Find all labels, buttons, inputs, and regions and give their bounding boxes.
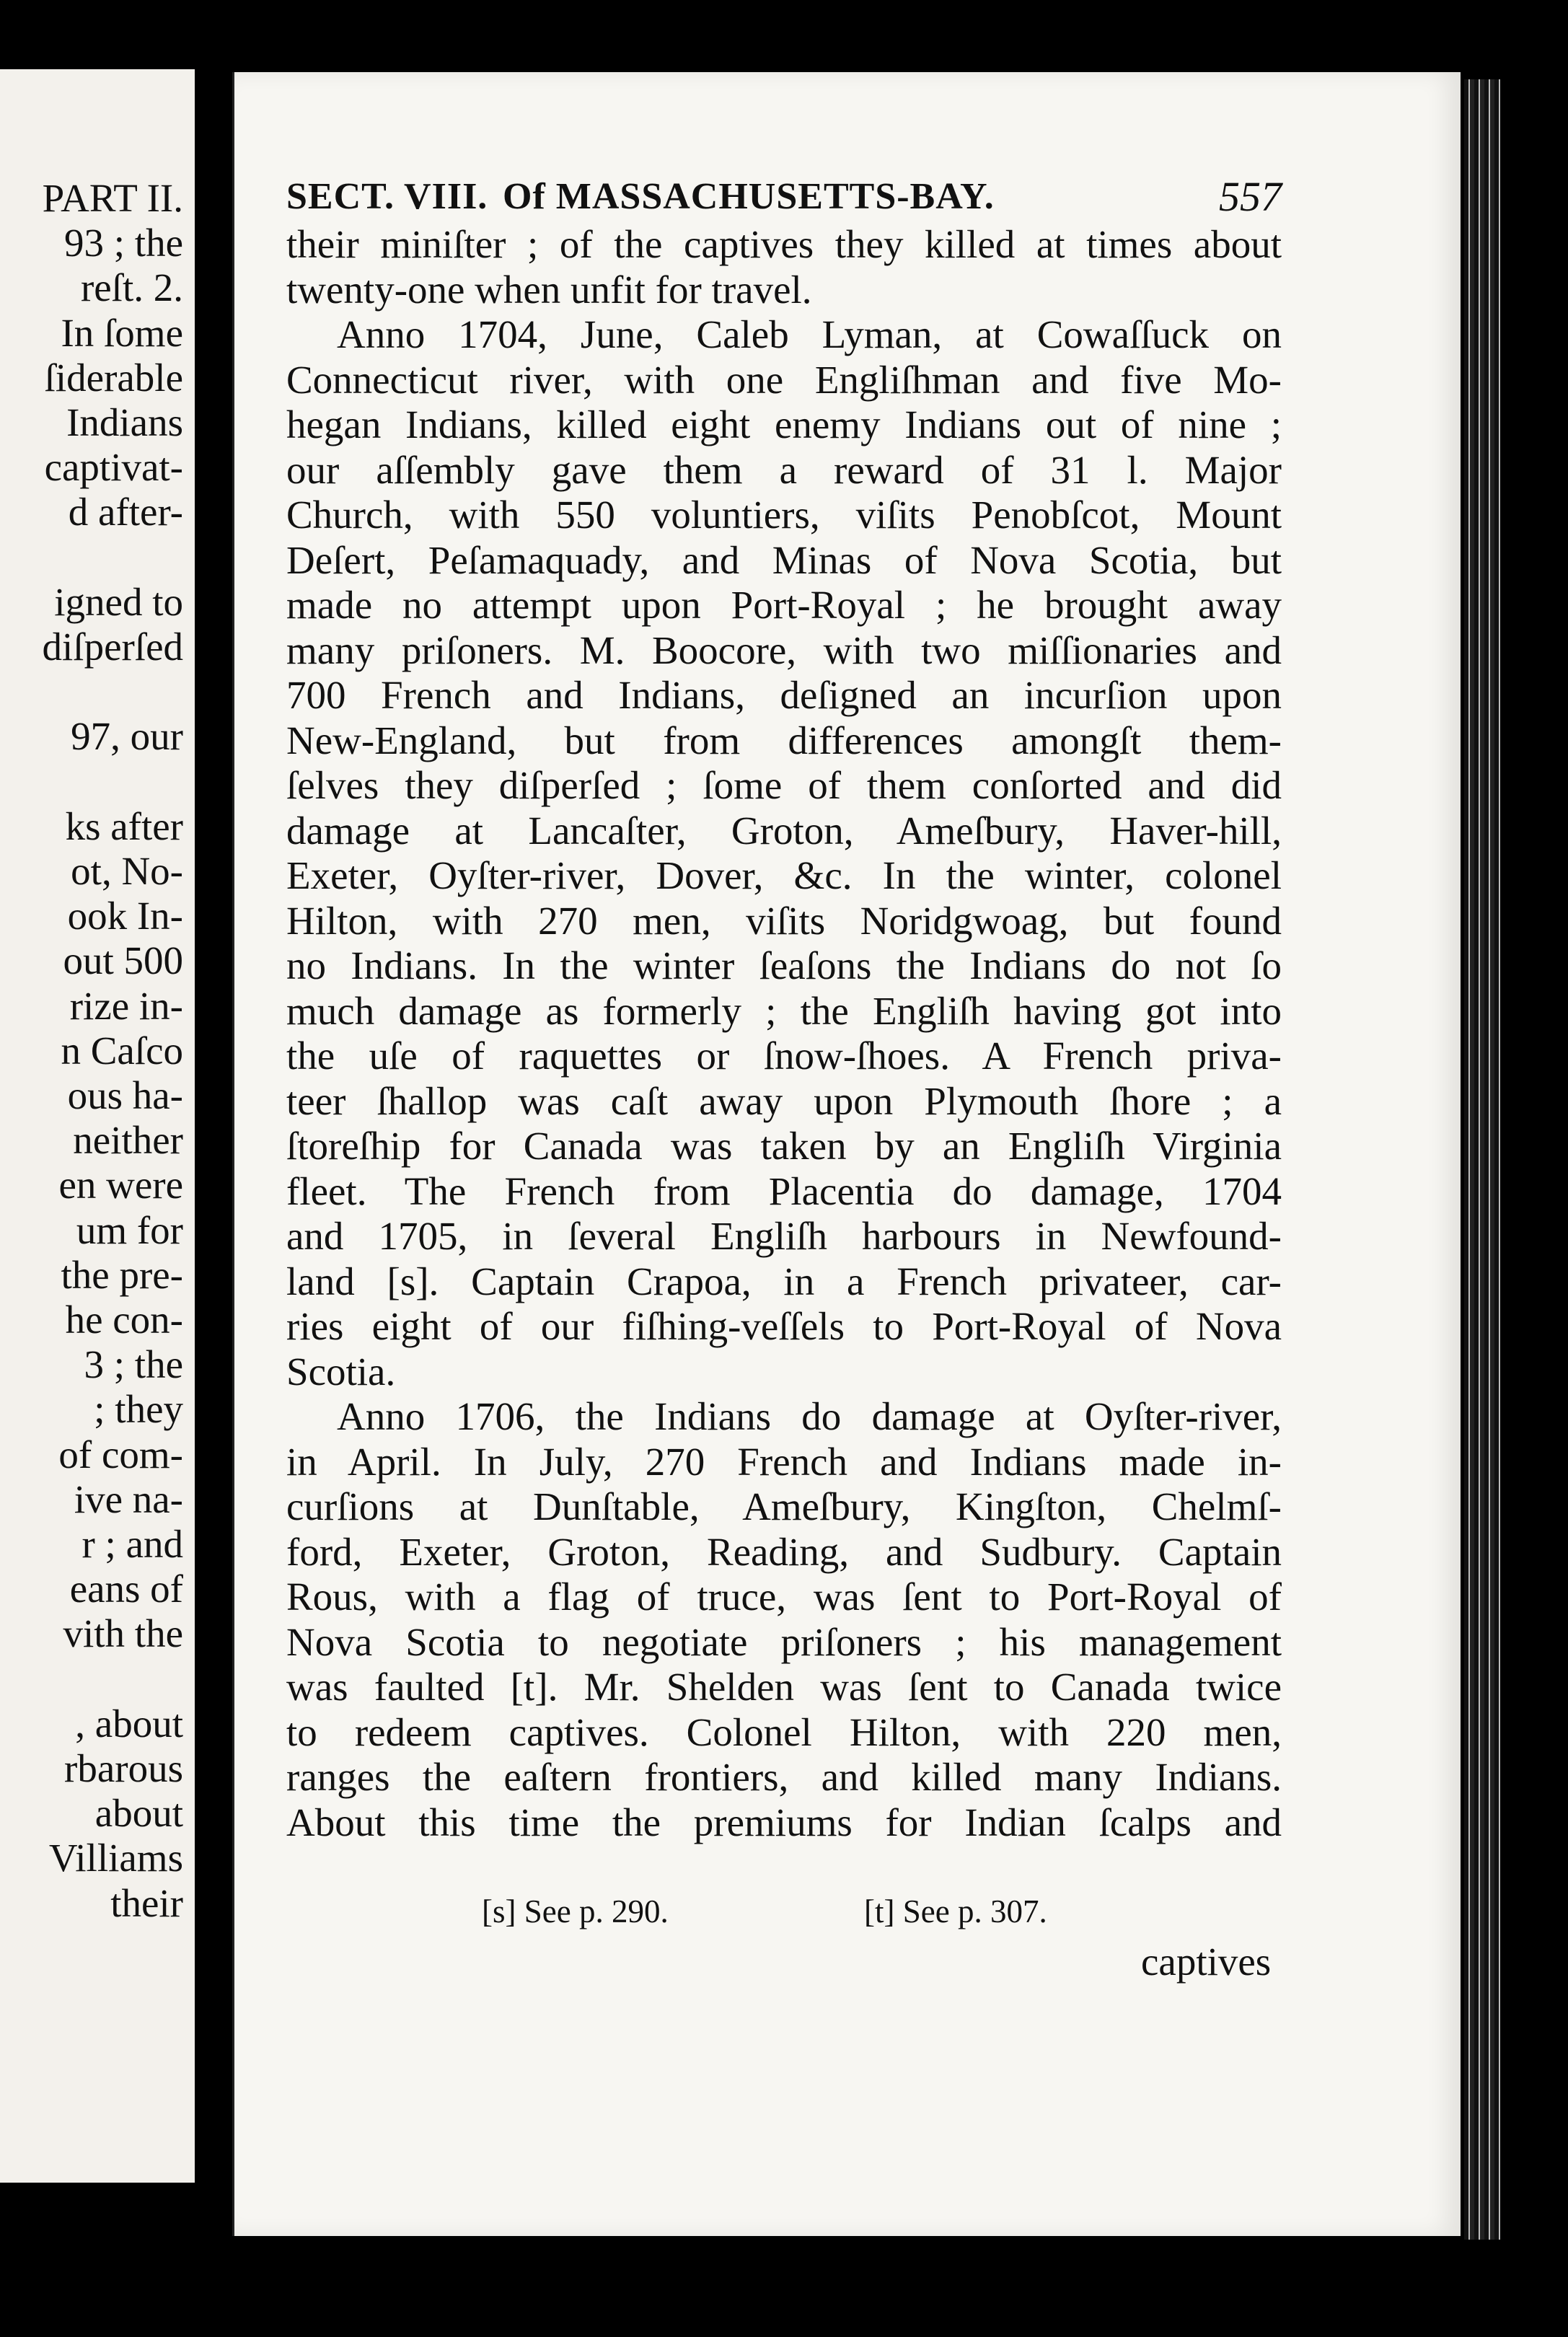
text-line: no Indians. In the winter ſeaſons the Indians do not ſo: [286, 943, 1282, 987]
left-page-line: reſt. 2.: [80, 265, 183, 310]
left-page-line: the pre-: [61, 1252, 183, 1297]
text-line: New-England, but from differences amongſt them-: [286, 718, 1282, 762]
left-page-line: en were: [58, 1163, 183, 1207]
left-page-line: rbarous: [64, 1746, 183, 1790]
left-page-line: PART II.: [42, 176, 183, 220]
text-line: much damage as formerly ; the Engliſh having got into: [286, 988, 1282, 1033]
left-page-line: ook In-: [67, 894, 183, 938]
running-header: [286, 172, 1282, 222]
left-page-line: he con-: [65, 1298, 183, 1342]
left-page-line: eans of: [69, 1567, 183, 1611]
page-number: 557: [1219, 173, 1282, 220]
text-line: About this time the premiums for Indian ſcalps and: [286, 1800, 1282, 1844]
left-page-line: ſiderable: [44, 355, 183, 400]
left-page-line: um for: [76, 1207, 183, 1252]
left-page-line: about: [94, 1791, 183, 1836]
left-page-line: r ; and: [82, 1522, 183, 1566]
text-line: the uſe of raquettes or ſnow-ſhoes. A French priva-: [286, 1034, 1282, 1078]
left-page-line: ot, No-: [71, 849, 183, 893]
left-page-line: In ſome: [61, 310, 183, 355]
text-line: curſions at Dunſtable, Ameſbury, Kingſton, Chelmſ-: [286, 1484, 1282, 1528]
left-page-line: neither: [73, 1118, 183, 1163]
left-page-line: Indians: [66, 400, 183, 444]
text-line: Deſert, Peſamaquady, and Minas of Nova Scotia, but: [286, 537, 1282, 582]
text-line: to redeem captives. Colonel Hilton, with 220 men,: [286, 1709, 1282, 1754]
left-page-line: ks after: [65, 804, 183, 848]
text-line: many priſoners. M. Boocore, with two miſſionaries and: [286, 628, 1282, 672]
text-line: our aſſembly gave them a reward of 31 l. Major: [286, 447, 1282, 492]
text-line: ranges the eaſtern frontiers, and killed many Indians.: [286, 1755, 1282, 1799]
catchword: captives: [1141, 1940, 1272, 1984]
left-page-line: of com-: [58, 1432, 183, 1476]
text-line: damage at Lancaſter, Groton, Ameſbury, Haver-hill,: [286, 808, 1282, 853]
text-line: Rous, with a flag of truce, was ſent to Port-Royal of: [286, 1575, 1282, 1619]
left-page-line: d after-: [68, 490, 183, 534]
text-line: in April. In July, 270 French and Indians made in-: [286, 1439, 1282, 1484]
text-line: Nova Scotia to negotiate priſoners ; his management: [286, 1619, 1282, 1664]
left-page-line: Villiams: [48, 1836, 183, 1880]
left-page-line: ive na-: [74, 1476, 183, 1521]
left-page-line: , about: [75, 1701, 183, 1746]
footnote-s: [s] See p. 290.: [482, 1893, 669, 1929]
left-page-line: captivat-: [44, 445, 183, 490]
text-line: fleet. The French from Placentia do damage, 1704: [286, 1168, 1282, 1213]
left-page-line: rize in-: [69, 983, 183, 1028]
text-line: Scotia.: [286, 1349, 396, 1394]
text-line: ſelves they diſperſed ; ſome of them conſorted and did: [286, 763, 1282, 807]
text-line: teer ſhallop was caſt away upon Plymouth ſhore ; a: [286, 1078, 1282, 1123]
left-page-line: ous ha-: [67, 1073, 183, 1117]
left-page-line: their: [110, 1880, 183, 1925]
section-label: SECT. VIII.: [286, 176, 488, 217]
text-line: Anno 1706, the Indians do damage at Oyſter-river,: [337, 1394, 1282, 1438]
left-page-line: 97, our: [71, 714, 183, 759]
text-line: twenty-one when unfit for travel.: [286, 267, 812, 312]
text-line: made no attempt upon Port-Royal ; he brought away: [286, 583, 1282, 627]
footnotes: [482, 1890, 1203, 1933]
text-line: Anno 1704, June, Caleb Lyman, at Cowaſſuck on: [337, 312, 1282, 356]
left-page-line: out 500: [63, 938, 183, 983]
text-line: Connecticut river, with one Engliſhman and five Mo-: [286, 357, 1282, 402]
text-line: Exeter, Oyſter-river, Dover, &c. In the winter, colonel: [286, 853, 1282, 897]
left-page-line: n Caſco: [61, 1028, 183, 1073]
left-page-line: igned to: [54, 579, 183, 624]
text-line: ries eight of our fiſhing-veſſels to Port-Royal of Nova: [286, 1304, 1282, 1348]
running-title: Of MASSACHUSETTS-BAY.: [503, 176, 995, 217]
left-page-line: ; they: [94, 1387, 183, 1432]
text-line: land [s]. Captain Crapoa, in a French privateer, car-: [286, 1259, 1282, 1303]
text-line: ſtoreſhip for Canada was taken by an Engliſh Virginia: [286, 1124, 1282, 1168]
text-line: Hilton, with 270 men, viſits Noridgwoag, but found: [286, 898, 1282, 943]
left-page-line: 3 ; the: [84, 1342, 183, 1387]
text-line: ford, Exeter, Groton, Reading, and Sudbury. Captain: [286, 1529, 1282, 1574]
text-line: 700 French and Indians, deſigned an incurſion upon: [286, 673, 1282, 717]
footnote-t: [t] See p. 307.: [864, 1893, 1047, 1929]
left-page-line: 93 ; the: [64, 221, 183, 265]
text-line: and 1705, in ſeveral Engliſh harbours in Newfound-: [286, 1214, 1282, 1258]
page-edge: [1464, 79, 1500, 2240]
left-page-line: vith the: [63, 1611, 183, 1656]
text-line: their miniſter ; of the captives they killed at times about: [286, 222, 1282, 266]
text-line: Church, with 550 voluntiers, viſits Penobſcot, Mount: [286, 493, 1282, 537]
text-line: was faulted [t]. Mr. Shelden was ſent to Canada twice: [286, 1665, 1282, 1709]
body-text: [286, 222, 1282, 1845]
text-line: hegan Indians, killed eight enemy Indians out of nine ;: [286, 402, 1282, 446]
left-page-fragment: [0, 69, 195, 2183]
page-text: [286, 172, 1282, 1845]
left-page-line: diſperſed: [42, 625, 183, 669]
